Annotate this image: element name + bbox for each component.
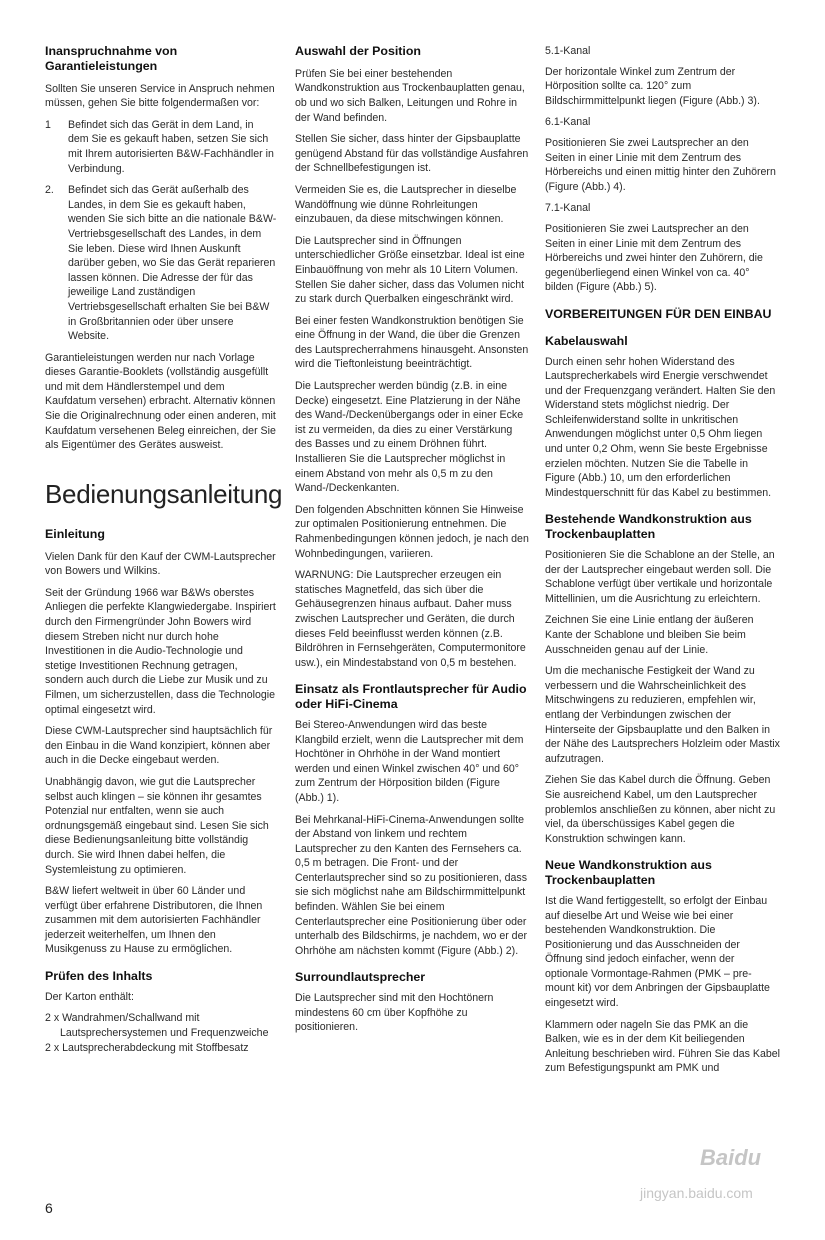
warranty-heading: Inanspruchnahme von Garantieleistungen <box>45 44 178 73</box>
channel-71-label: 7.1-Kanal <box>545 202 591 215</box>
existing-wall-heading: Bestehende Wandkonstruktion aus Trockenbauplatten <box>545 512 752 542</box>
channel-61-label: 6.1-Kanal <box>545 116 591 129</box>
existing-paragraph: Um die mechanische Festigkeit der Wand zu verbessern und die Wahrscheinlichkeit des Mitschwingens zu reduzieren, empfehlen wir, entlang der Verbindungen zwischen der Hinterseite der Gipsbauplatte und den Balken in der Nähe des Lautsprechers Holzleim oder Mastix aufzutragen. <box>545 665 780 765</box>
page-title: Bedienungsanleitung <box>45 478 283 509</box>
watermark: Baidu <box>700 1145 762 1170</box>
channel-71-text: Positionieren Sie zwei Lautsprecher an den Seiten in einer Linie mit dem Zentrum des Hörbereichs und zwei hinter den Zuhörern, die gegenüberliegend einen Winkel von ca. 40° bilden (Figure (Abb.) 5). <box>545 222 763 294</box>
list-item: 2 x Wandrahmen/Schallwand mit Lautsprechersystemen und Frequenzweiche <box>45 1012 269 1040</box>
column-2 <box>295 44 530 1042</box>
surround-heading: Surroundlautsprecher <box>295 970 426 985</box>
position-paragraph: Prüfen Sie bei einer bestehenden Wandkonstruktion aus Trockenbauplatten genau, ob und wo sich Balken, Leitungen und Rohre in der Wand befinden. <box>295 67 525 124</box>
column-1 <box>45 44 283 1055</box>
warranty-note: Garantieleistungen werden nur nach Vorlage dieses Garantie-Booklets (vollständig ausgefüllt und mit dem Händlerstempel und dem Kaufdatum versehen) erbracht. Alternativ können Sie die Originalrechnung oder einen anderen, mit Kaufdatum versehenen Beleg einreichen, der Sie als Eigentümer des Gerätes ausweist. <box>45 351 276 452</box>
position-heading: Auswahl der Position <box>295 44 421 58</box>
position-paragraph: Die Lautsprecher werden bündig (z.B. in eine Decke) eingesetzt. Eine Platzierung in der Nähe des Wand-/Deckenübergangs oder in einer Ecke ist zu vermeiden, da dies zu einer Verstärkung des Basses und zu einem Dröhnen führt. Installieren Sie die Lautsprecher möglichst in einem Abstand von mehr als 0,5 m zu den Wand-/Deckenkanten. <box>295 380 524 495</box>
position-paragraph: Vermeiden Sie es, die Lautsprecher in dieselbe Wandöffnung wie dünne Rohrleitungen einzubauen, da diese mitschwingen können. <box>295 183 517 226</box>
channel-51-label: 5.1-Kanal <box>545 45 591 57</box>
front-paragraph: Bei Mehrkanal-HiFi-Cinema-Anwendungen sollte der Abstand von linkem und rechtem Lautsprecher zu den Kanten des Fernsehers ca. 0,5 m betragen. Die Front- und der Centerlautsprecher sind so zu positionieren, dass sie sich möglichst nahe am Bildschirmmittelpunkt befinden. Wählen Sie bei einem Centerlautsprecher eine Positionierung über oder unterhalb des Bildschirms, je nachdem, wo er der Ohrhöhe am nächsten kommt (Figure (Abb.) 2). <box>295 813 528 957</box>
new-wall-heading: Neue Wandkonstruktion aus Trockenbauplatten <box>545 858 712 888</box>
channel-61-text: Positionieren Sie zwei Lautsprecher an den Seiten in einer Linie mit dem Zentrum des Hörbereichs und einen mittig hinter den Zuhörern (Figure (Abb.) 4). <box>545 136 776 193</box>
intro-paragraph: B&W liefert weltweit in über 60 Länder und verfügt über erfahrene Distributoren, die Ihnen zusammen mit dem autorisierten Fachhändler jederzeit weiterhelfen, um Ihnen den Musikgenuss zu Hause zu ermöglichen. <box>45 885 263 956</box>
page-number: 6 <box>45 1200 53 1216</box>
position-paragraph: Bei einer festen Wandkonstruktion benötigen Sie eine Öffnung in der Wand, die über die Grenzen des Lautsprecherrahmens hinausgeht. Ansonsten wird die Tieftonleistung beeinträchtigt. <box>295 314 529 371</box>
watermark-url: jingyan.baidu.com <box>640 1185 753 1201</box>
intro-paragraph: Vielen Dank für den Kauf der CWM-Lautsprecher von Bowers und Wilkins. <box>45 550 276 578</box>
list-item: 2 x Lautsprecherabdeckung mit Stoffbesatz <box>45 1041 249 1054</box>
front-paragraph: Bei Stereo-Anwendungen wird das beste Klangbild erzielt, wenn die Lautsprecher mit dem Hochtöner in Ohrhöhe in der Wand montiert werden und einen Winkel zwischen 40° und 60° zum Zentrum der Hörposition bilden (Figure (Abb.) 1). <box>295 718 524 804</box>
contents-intro: Der Karton enthält: <box>45 990 134 1003</box>
existing-paragraph: Positionieren Sie die Schablone an der Stelle, an der der Lautsprecher eingebaut werden soll. Die Schablone verfügt über vertikale und horizontale Mittellinien, um die Ausrichtung zu erleichtern. <box>545 549 775 605</box>
front-speaker-heading: Einsatz als Frontlautsprecher für Audio oder HiFi-Cinema <box>295 682 527 712</box>
list-item-number: 1 <box>45 118 51 131</box>
warning-paragraph: WARNUNG: Die Lautsprecher erzeugen ein statisches Magnetfeld, das sich über die Gehäusegrenzen hinaus aufbaut. Daher muss zwischen Lautsprecher und Geräten, die durch dieses Feld beeinflusst werden können (z.B. Bildröhren in Fernsehgeräten, Computermonitore usw.), ein Mindestabstand von 0,5 m bestehen. <box>295 569 526 669</box>
list-item-text: Befindet sich das Gerät in dem Land, in dem Sie es gekauft haben, setzen Sie sich mit Ihrem autorisierten B&W-Fachhändler in Verbindung. <box>68 118 274 175</box>
list-item-text: Befindet sich das Gerät außerhalb des Landes, in dem Sie es gekauft haben, wenden Sie sich bitte an die nationale B&W-Vertriebsgesellschaft des Landes, in dem Sie leben. Diese wird Ihnen Auskunft darüber geben, wo Sie das Gerät reparieren lassen können. Die Adresse der für das jeweilige Land zuständigen Vertriebsgesellschaft erhalten Sie bei B&W in Großbritannien oder über unsere Website. <box>68 184 277 343</box>
existing-paragraph: Zeichnen Sie eine Linie entlang der äußeren Kante der Schablone und bleiben Sie beim Ausschneiden genau auf der Linie. <box>545 614 754 656</box>
intro-paragraph: Unabhängig davon, wie gut die Lautsprecher selbst auch klingen – sie können ihr gesamtes Potenzial nur entfalten, wenn sie auch ordnungsgemäß eingebaut sind. Lesen Sie sich diese Bedienungsanleitung bitte vollständig durch. Sie wird Ihnen dabei helfen, die Systemleistung zu optimieren. <box>45 775 269 876</box>
list-item <box>45 118 277 176</box>
contents-list <box>45 1011 277 1055</box>
position-paragraph: Den folgenden Abschnitten können Sie Hinweise zur optimalen Positionierung entnehmen. Die Rahmenbedingungen können jedoch, je nach den Wohnbedingungen, variieren. <box>295 503 529 560</box>
position-paragraph: Stellen Sie sicher, dass hinter der Gipsbauplatte genügend Abstand für das vollständige Ausfahren der Schnellbefestigungen ist. <box>295 133 529 175</box>
new-paragraph: Klammern oder nageln Sie das PMK an die Balken, wie es in der dem Kit beiliegenden Anleitung beschrieben wird. Führen Sie das Kabel zum Befestigungspunkt am PMK und <box>545 1018 780 1075</box>
contents-heading: Prüfen des Inhalts <box>45 969 153 984</box>
surround-paragraph: Die Lautsprecher sind mit den Hochtönern mindestens 60 cm über Kopfhöhe zu positionieren. <box>295 992 494 1034</box>
channel-51-text: Der horizontale Winkel zum Zentrum der Hörposition sollte ca. 120° zum Bildschirmmittelpunkt liegen (Figure (Abb.) 3). <box>545 65 760 107</box>
cable-heading: Kabelauswahl <box>545 333 628 348</box>
intro-paragraph: Seit der Gründung 1966 war B&Ws oberstes Anliegen die perfekte Klangwiedergabe. Inspiriert durch den Firmengründer John Bowers wird diesem Streben nicht nur durch hohe Investitionen in die Audio-Technologie und stetige Investitionen Rechnung getragen, sondern auch durch die Liebe zur Musik und zu Filmen, um sicherzustellen, dass die Technologie optimal eingesetzt wird. <box>45 586 276 716</box>
position-paragraph: Die Lautsprecher sind in Öffnungen unterschiedlicher Größe einsetzbar. Ideal ist eine Einbauöffnung von mehr als 10 Litern Volumen. Stellen Sie daher sicher, dass das Volumen nicht zu stark durch Querbalken eingeschränkt wird. <box>295 234 525 306</box>
preparation-heading: VORBEREITUNGEN FÜR DEN EINBAU <box>545 306 772 321</box>
list-item <box>45 183 277 344</box>
intro-paragraph: Diese CWM-Lautsprecher sind hauptsächlich für den Einbau in die Wand konzipiert, können aber auch in die Decke eingebaut werden. <box>45 725 273 767</box>
column-3 <box>545 44 780 1083</box>
cable-paragraph: Durch einen sehr hohen Widerstand des Lautsprecherkabels wird Energie verschwendet und der Frequenzgang verändert. Halten Sie den Widerstand stets möglichst niedrig. Der Schleifenwiderstand sollte in unkritischen Anwendungen möglichst unter 0,5 Ohm liegen und unter 0,2 Ohm, wenn Sie beste Ergebnisse erzielen möchten. Nutzen Sie die Tabelle in Figure (Abb.) 10, um den erforderlichen Mindestquerschnitt für das Kabel zu bestimmen. <box>545 355 776 499</box>
new-paragraph: Ist die Wand fertiggestellt, so erfolgt der Einbau auf dieselbe Art und Weise wie bei einer bestehenden Wandkonstruktion. Die Positionierung und das Ausschneiden der Öffnung sind jedoch einfacher, wenn der optionale Vormontage-Rahmen (PMK – pre-mount kit) vor dem Anbringen der Gipsbauplatte eingesetzt wird. <box>545 894 770 1010</box>
warranty-intro: Sollten Sie unseren Service in Anspruch nehmen müssen, gehen Sie bitte folgendermaßen vor: <box>45 82 275 110</box>
intro-heading: Einleitung <box>45 526 105 541</box>
existing-paragraph: Ziehen Sie das Kabel durch die Öffnung. Geben Sie ausreichend Kabel, um den Lautsprecher problemlos anschließen zu können, aber nicht zu viel, da überschüssiges Kabel gegen die Konstruktion schwingen kann. <box>545 774 776 845</box>
list-item-number: 2. <box>45 184 54 197</box>
warranty-list <box>45 118 277 344</box>
